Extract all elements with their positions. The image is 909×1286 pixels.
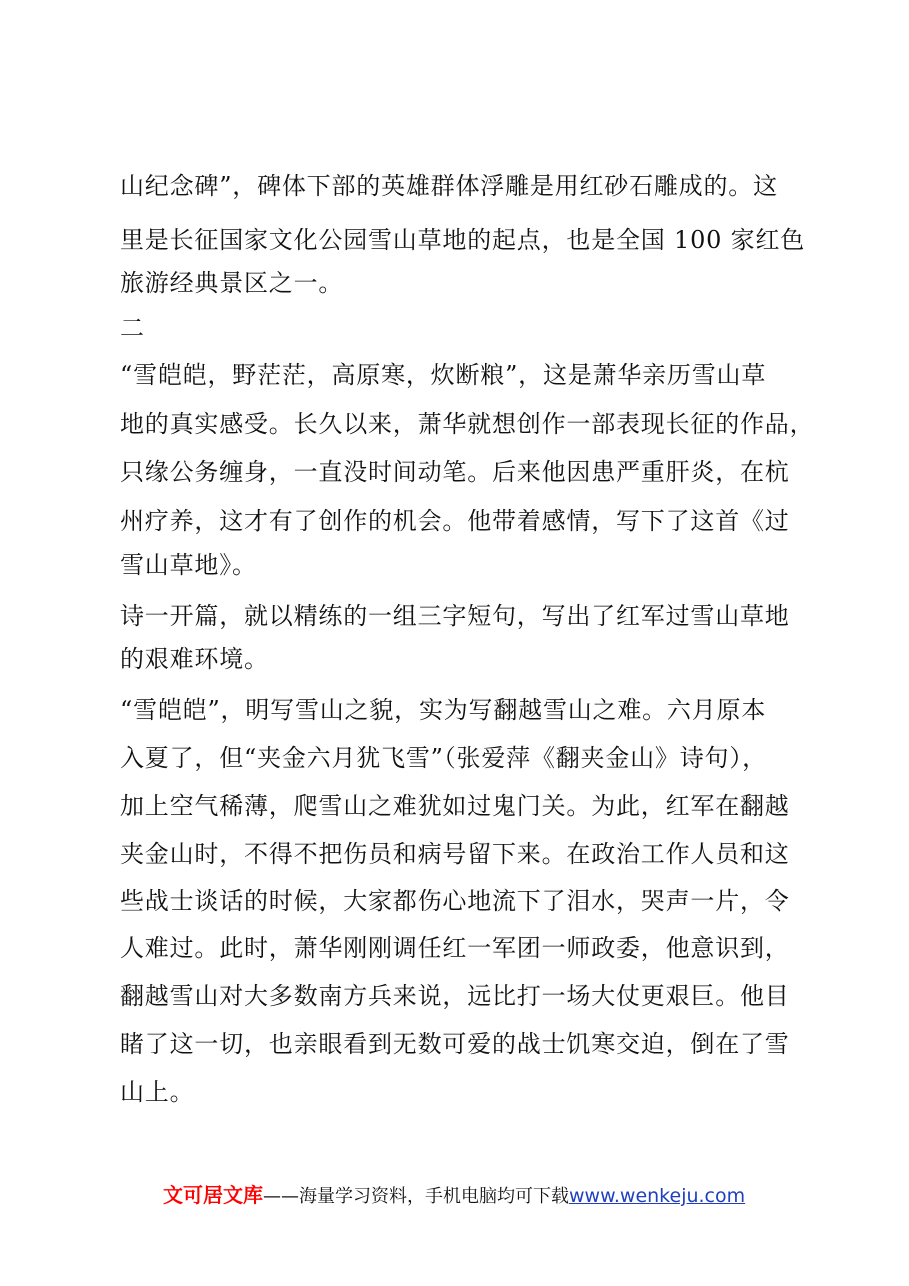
text-line: 睹了这一切，也亲眼看到无数可爱的战士饥寒交迫，倒在了雪: [120, 1030, 790, 1058]
text-line: 夹金山时，不得不把伤员和病号留下来。在政治工作人员和这: [120, 840, 790, 868]
text-line: 翻越雪山对大多数南方兵来说，远比打一场大仗更艰巨。他目: [120, 982, 790, 1010]
text-line: 些战士谈话的时候，大家都伤心地流下了泪水，哭声一片，令: [120, 887, 790, 915]
text-line: “雪皑皑”，明写雪山之貌，实为写翻越雪山之难。六月原本: [120, 696, 767, 724]
text-line: 地的真实感受。长久以来，萧华就想创作一部表现长征的作品，: [120, 410, 815, 438]
text-line: 里是长征国家文化公园雪山草地的起点，也是全国 100 家红色: [120, 226, 806, 254]
text-line: 山纪念碑”，碑体下部的英雄群体浮雕是用红砂石雕成的。这: [120, 172, 778, 200]
text-line: 旅游经典景区之一。: [120, 269, 344, 297]
footer-banner: [163, 1183, 745, 1209]
text-line: 州疗养，这才有了创作的机会。他带着感情，写下了这首《过: [120, 507, 790, 535]
section-number: 二: [120, 314, 145, 342]
footer-slogan: ——海量学习资料，手机电脑均可下载: [263, 1186, 569, 1207]
text-line: 雪山草地》。: [120, 551, 257, 579]
text-line: 只缘公务缠身，一直没时间动笔。后来他因患严重肝炎，在杭: [120, 458, 790, 486]
text-line: 入夏了，但“夹金六月犹飞雪”（张爱萍《翻夹金山》诗句），: [120, 744, 767, 772]
text-line: 人难过。此时，萧华刚刚调任红一军团一师政委，他意识到，: [120, 934, 790, 962]
text-line: 加上空气稀薄，爬雪山之难犹如过鬼门关。为此，红军在翻越: [120, 792, 790, 820]
brand-name: 文可居文库: [163, 1183, 263, 1207]
text-line: 诗一开篇，就以精练的一组三字短句，写出了红军过雪山草地: [120, 602, 790, 630]
website-link[interactable]: www.wenkeju.com: [569, 1185, 746, 1207]
text-line: “雪皑皑，野茫茫，高原寒，炊断粮”，这是萧华亲历雪山草: [120, 361, 767, 389]
text-line: 的艰难环境。: [120, 645, 269, 673]
text-line: 山上。: [120, 1078, 195, 1106]
